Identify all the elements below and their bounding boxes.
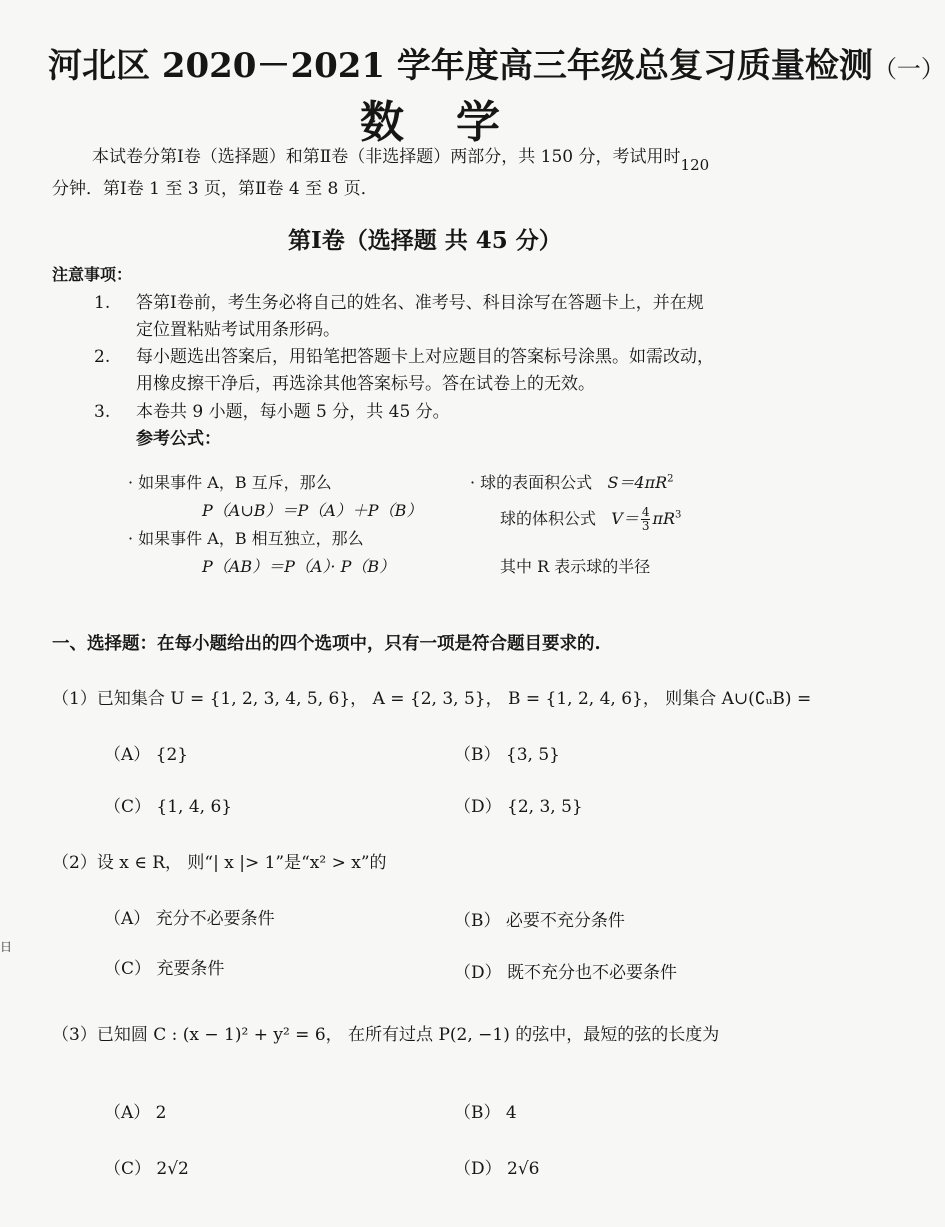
formula-mutually-exclusive: · 如果事件 A，B 互斥，那么 [128, 473, 332, 492]
formula-sphere-surface: · 球的表面积公式 $S=4\pi R^2$ [470, 473, 674, 492]
question-3-option-b: （B） 4 [454, 1103, 517, 1123]
notice-item-1: 1. 答第Ⅰ卷前，考生务必将自己的姓名、准考号、科目涂写在答题卡上，并在规 [94, 293, 704, 313]
formula-independent: · 如果事件 A，B 相互独立，那么 [128, 529, 364, 548]
question-2-option-c: （C） 充要条件 [104, 959, 225, 979]
question-3-option-d: （D） 2√6 [454, 1159, 540, 1179]
question-2-stem: （2）设 x ∈ R， 则“| x |> 1”是“x² > x”的 [52, 853, 387, 873]
question-3-stem: （3）已知圆 C : (x − 1)² + y² = 6， 在所有过点 P(2, −1) 的弦中，最短的弦的长度为 [52, 1025, 720, 1045]
intro-time: 120 [680, 156, 710, 174]
notice-item-2: 2. 每小题选出答案后，用铅笔把答题卡上对应题目的答案标号涂黑。如需改动， [94, 347, 714, 367]
question-1-option-a: （A） {2} [104, 745, 189, 765]
margin-mark: 日 [0, 940, 13, 954]
question-1-option-b: （B） {3, 5} [454, 745, 560, 765]
question-2-option-b: （B） 必要不充分条件 [454, 911, 625, 931]
intro-line-2: 分钟．第Ⅰ卷 1 至 3 页，第Ⅱ卷 4 至 8 页． [52, 179, 378, 199]
part-one-title: 一、选择题：在每小题给出的四个选项中，只有一项是符合题目要求的. [52, 634, 601, 654]
intro-line-1: 本试卷分第Ⅰ卷（选择题）和第Ⅱ卷（非选择题）两部分，共 150 分，考试用时120 [92, 147, 710, 174]
formula-product-probability: P（AB）＝P（A）· P（B） [202, 557, 396, 576]
question-2-option-a: （A） 充分不必要条件 [104, 909, 275, 929]
question-1-stem: （1）已知集合 U = {1, 2, 3, 4, 5, 6}， A = {2, 3, 5}， B = {1, 2, 4, 6}， 则集合 A∪(∁ᵤB) = [52, 689, 812, 709]
reference-formulas-label: 参考公式： [136, 429, 221, 449]
question-1-option-c: （C） {1, 4, 6} [104, 797, 233, 817]
fraction-four-thirds: $\frac{4}{3}$ [641, 505, 650, 533]
formula-radius-note: 其中 R 表示球的半径 [500, 557, 651, 576]
exam-title: 河北区 2020－2021 学年度高三年级总复习质量检测（一） [48, 46, 945, 86]
question-1-option-d: （D） {2, 3, 5} [454, 797, 583, 817]
notice-item-2-line-2: 用橡皮擦干净后，再选涂其他答案标号。答在试卷上的无效。 [136, 374, 595, 394]
question-3-option-c: （C） 2√2 [104, 1159, 189, 1179]
formula-sphere-volume: 球的体积公式 V＝ $\frac{4}{3}$ $\pi R^3$ [500, 505, 682, 533]
formula-union-probability: P（A∪B）＝P（A）＋P（B） [202, 501, 423, 520]
notice-label: 注意事项： [52, 265, 133, 284]
question-2-option-d: （D） 既不充分也不必要条件 [454, 963, 678, 983]
question-3-option-a: （A） 2 [104, 1103, 167, 1123]
exam-title-suffix: （一） [872, 55, 945, 83]
section-title: 第Ⅰ卷（选择题 共 45 分） [288, 227, 562, 254]
notice-item-1-line-2: 定位置粘贴考试用条形码。 [136, 320, 340, 340]
subject-heading: 数学 [360, 97, 552, 148]
notice-item-3: 3. 本卷共 9 小题，每小题 5 分，共 45 分。 [94, 402, 450, 422]
